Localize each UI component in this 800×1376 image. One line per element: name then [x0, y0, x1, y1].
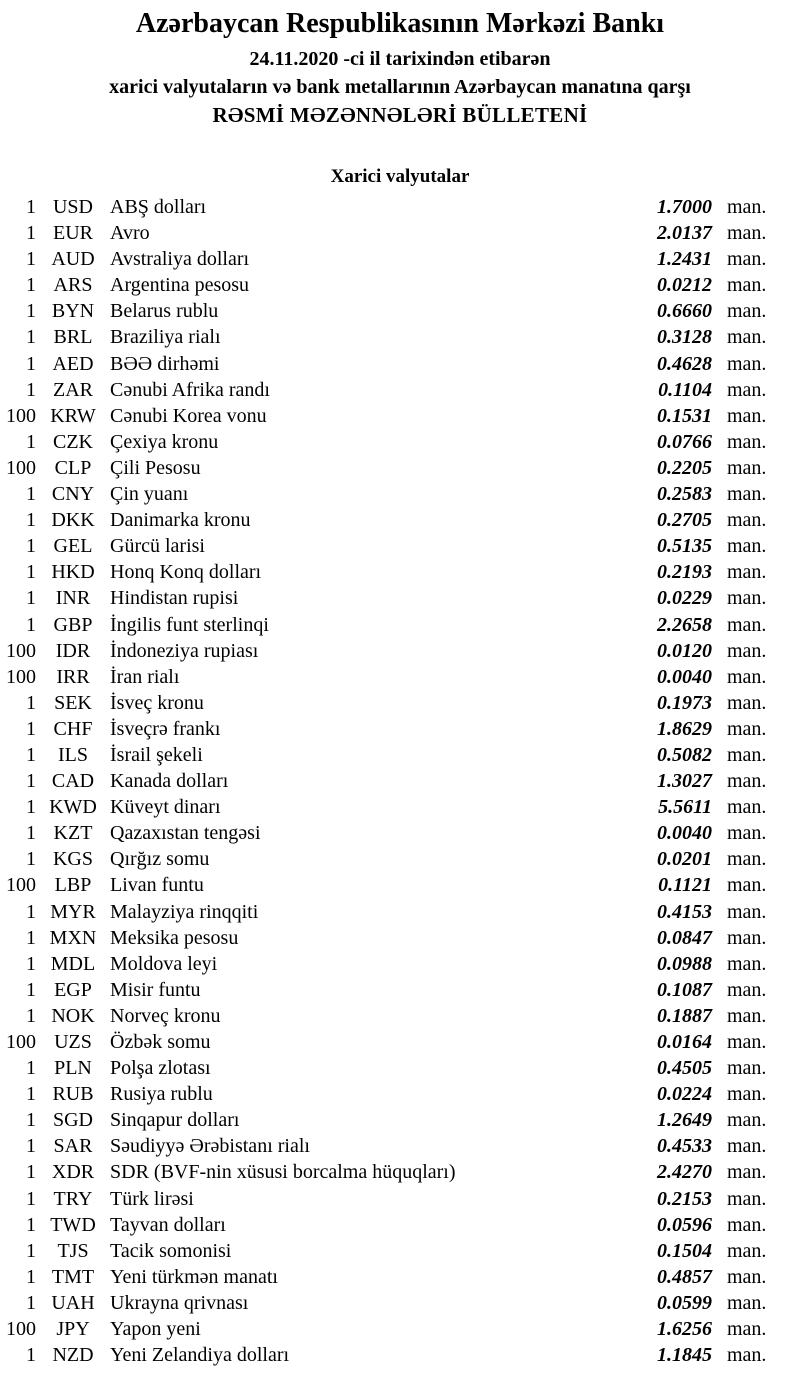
rate-value: 0.4505 — [657, 1057, 712, 1080]
currency-quantity: 1 — [26, 1187, 36, 1210]
rate-value: 0.0988 — [657, 952, 712, 975]
currency-name: Sinqapur dolları — [110, 1109, 240, 1132]
rate-value: 0.2705 — [657, 509, 712, 532]
rate-value: 0.0596 — [657, 1213, 712, 1236]
currency-quantity: 1 — [26, 561, 36, 584]
rate-value: 0.1504 — [657, 1239, 712, 1262]
currency-name: Braziliya rialı — [110, 326, 221, 349]
currency-name: Belarus rublu — [110, 300, 219, 323]
currency-quantity: 1 — [26, 587, 36, 610]
rate-row — [0, 351, 800, 377]
currency-quantity: 1 — [26, 978, 36, 1001]
rate-row — [0, 1159, 800, 1185]
rate-row — [0, 977, 800, 1003]
currency-name: Ukrayna qrivnası — [110, 1291, 249, 1314]
unit-label: man. — [727, 1318, 767, 1341]
currency-name: Özbək somu — [110, 1031, 211, 1053]
rate-value: 0.0847 — [657, 926, 712, 949]
currency-code: TRY — [53, 1187, 93, 1210]
currency-quantity: 1 — [26, 300, 36, 323]
unit-label: man. — [727, 978, 767, 1001]
currency-quantity: 100 — [6, 1318, 36, 1341]
currency-quantity: 1 — [26, 1083, 36, 1106]
unit-label: man. — [727, 483, 767, 506]
rate-row — [0, 507, 800, 533]
rate-row — [0, 1003, 800, 1029]
currency-name: BƏƏ dirhəmi — [110, 352, 220, 375]
rate-row — [0, 820, 800, 846]
unit-label: man. — [727, 770, 767, 793]
unit-label: man. — [727, 1057, 767, 1080]
currency-code: NOK — [51, 1004, 95, 1027]
currency-name: Malayziya rinqqiti — [110, 900, 259, 923]
currency-name: Hindistan rupisi — [110, 587, 239, 610]
currency-code: DKK — [51, 509, 95, 532]
rate-value: 1.3027 — [657, 770, 712, 793]
currency-code: MYR — [50, 900, 96, 923]
currency-code: UAH — [51, 1291, 95, 1314]
unit-label: man. — [727, 717, 767, 740]
currency-name: Gürcü larisi — [110, 535, 205, 558]
rate-value: 0.0224 — [657, 1083, 712, 1106]
currency-name: Argentina pesosu — [110, 274, 250, 297]
currency-quantity: 100 — [6, 404, 36, 427]
currency-code: LBP — [54, 874, 92, 897]
currency-code: KGS — [52, 848, 93, 871]
unit-label: man. — [727, 248, 767, 271]
rate-value: 0.4857 — [657, 1265, 712, 1288]
currency-name: Danimarka kronu — [110, 509, 251, 532]
currency-code: SEK — [54, 691, 92, 714]
unit-label: man. — [727, 222, 767, 245]
currency-name: Avro — [110, 222, 150, 245]
rate-value: 0.0599 — [657, 1291, 712, 1314]
unit-label: man. — [727, 1004, 767, 1027]
currency-code: MXN — [49, 926, 97, 949]
currency-name: Çexiya kronu — [110, 430, 219, 453]
rate-row — [0, 272, 800, 298]
currency-quantity: 100 — [6, 456, 36, 479]
currency-quantity: 1 — [26, 1239, 36, 1262]
rate-row — [0, 742, 800, 768]
currency-name: Türk lirəsi — [110, 1187, 194, 1210]
rate-row — [0, 1316, 800, 1342]
currency-name: Qırğız somu — [110, 848, 210, 871]
currency-code: IDR — [55, 639, 91, 662]
rate-row — [0, 925, 800, 951]
currency-quantity: 100 — [6, 665, 36, 688]
currency-name: Yapon yeni — [110, 1318, 201, 1341]
currency-name: İngilis funt sterlinqi — [110, 613, 269, 636]
currency-code: ARS — [53, 274, 93, 297]
currency-quantity: 1 — [26, 1057, 36, 1080]
unit-label: man. — [727, 848, 767, 871]
rate-row — [0, 1212, 800, 1238]
rate-row — [0, 194, 800, 220]
rate-value: 0.1121 — [658, 874, 712, 897]
unit-label: man. — [727, 430, 767, 453]
unit-label: man. — [727, 1213, 767, 1236]
rate-value: 0.0766 — [657, 430, 712, 453]
rate-row — [0, 846, 800, 872]
rate-value: 0.2205 — [657, 456, 712, 479]
currency-quantity: 1 — [26, 352, 36, 375]
rate-row — [0, 429, 800, 455]
currency-name: Qazaxıstan tengəsi — [110, 822, 261, 845]
rate-row — [0, 559, 800, 585]
bulletin-title: RƏSMİ MƏZƏNNƏLƏRİ BÜLLETENİ — [212, 103, 588, 127]
currency-quantity: 1 — [26, 926, 36, 949]
rate-value: 1.7000 — [657, 196, 712, 218]
rate-row — [0, 403, 800, 429]
currency-name: ABŞ dolları — [110, 196, 207, 218]
rate-row — [0, 246, 800, 272]
rate-value: 0.2193 — [657, 561, 712, 584]
rate-value: 0.1087 — [657, 978, 712, 1001]
currency-code: KWD — [49, 796, 97, 819]
unit-label: man. — [727, 1135, 767, 1158]
currency-name: Yeni Zelandiya dolları — [110, 1344, 290, 1367]
rate-value: 0.1887 — [657, 1004, 712, 1027]
unit-label: man. — [727, 743, 767, 766]
currency-quantity: 1 — [26, 1344, 36, 1367]
currency-quantity: 1 — [26, 1004, 36, 1027]
currency-code: AED — [52, 352, 94, 375]
currency-code: PLN — [54, 1057, 92, 1080]
unit-label: man. — [727, 691, 767, 714]
subtitle: xarici valyutaların və bank metallarının Azərbaycan manatına qarşı — [109, 76, 691, 98]
currency-name: Misir funtu — [110, 978, 201, 1001]
unit-label: man. — [727, 404, 767, 427]
currency-name: Səudiyyə Ərəbistanı rialı — [110, 1135, 310, 1158]
rate-row — [0, 1264, 800, 1290]
rate-row — [0, 899, 800, 925]
currency-quantity: 1 — [26, 509, 36, 532]
currency-name: Çili Pesosu — [110, 456, 201, 479]
currency-code: BYN — [51, 300, 95, 323]
rate-value: 0.0040 — [657, 665, 712, 688]
currency-quantity: 100 — [6, 1031, 36, 1053]
currency-code: RUB — [52, 1083, 94, 1106]
rate-value: 2.4270 — [657, 1161, 712, 1184]
currency-quantity: 1 — [26, 430, 36, 453]
currency-name: Moldova leyi — [110, 952, 218, 975]
currency-name: İran rialı — [110, 665, 180, 688]
currency-name: Cənubi Korea vonu — [110, 404, 267, 427]
currency-quantity: 1 — [26, 1265, 36, 1288]
rate-value: 0.4628 — [657, 352, 712, 375]
rate-value: 0.5082 — [657, 743, 712, 766]
rate-value: 1.1845 — [657, 1344, 712, 1367]
currency-code: TJS — [57, 1239, 89, 1262]
currency-quantity: 1 — [26, 691, 36, 714]
currency-code: CZK — [53, 430, 93, 453]
rate-row — [0, 716, 800, 742]
rate-value: 0.1973 — [657, 691, 712, 714]
currency-name: Polşa zlotası — [110, 1057, 211, 1080]
rate-row — [0, 1107, 800, 1133]
unit-label: man. — [727, 352, 767, 375]
rate-row — [0, 1029, 800, 1055]
currency-code: USD — [52, 196, 93, 218]
rate-value: 0.0120 — [657, 639, 712, 662]
currency-code: SAR — [53, 1135, 93, 1158]
currency-code: KRW — [50, 404, 96, 427]
currency-code: GEL — [53, 535, 93, 558]
currency-quantity: 1 — [26, 378, 36, 401]
unit-label: man. — [727, 1344, 767, 1367]
currency-quantity: 1 — [26, 222, 36, 245]
rate-row — [0, 768, 800, 794]
currency-name: Küveyt dinarı — [110, 796, 221, 819]
unit-label: man. — [727, 952, 767, 975]
rate-row — [0, 1055, 800, 1081]
unit-label: man. — [727, 1187, 767, 1210]
unit-label: man. — [727, 509, 767, 532]
currency-name: Tayvan dolları — [110, 1213, 226, 1236]
rate-value: 0.1104 — [658, 378, 712, 401]
currency-name: Kanada dolları — [110, 770, 229, 793]
currency-quantity: 1 — [26, 822, 36, 845]
rate-value: 0.0201 — [657, 848, 712, 871]
unit-label: man. — [727, 300, 767, 323]
section-title: Xarici valyutalar — [330, 166, 470, 187]
currency-name: İsveçrə frankı — [110, 717, 221, 740]
currency-name: İsveç kronu — [110, 691, 204, 714]
rate-row — [0, 951, 800, 977]
unit-label: man. — [727, 613, 767, 636]
unit-label: man. — [727, 1239, 767, 1262]
currency-name: Rusiya rublu — [110, 1083, 213, 1106]
currency-code: IRR — [56, 665, 90, 688]
unit-label: man. — [727, 274, 767, 297]
unit-label: man. — [727, 639, 767, 662]
currency-code: XDR — [51, 1161, 95, 1184]
unit-label: man. — [727, 796, 767, 819]
unit-label: man. — [727, 822, 767, 845]
currency-name: İndoneziya rupiası — [110, 639, 259, 662]
currency-quantity: 100 — [6, 874, 36, 897]
rate-row — [0, 298, 800, 324]
bank-title: Azərbaycan Respublikasının Mərkəzi Bankı — [135, 8, 665, 39]
rate-value: 0.2153 — [657, 1187, 712, 1210]
unit-label: man. — [727, 665, 767, 688]
rate-row — [0, 533, 800, 559]
rate-value: 1.2649 — [657, 1109, 712, 1132]
currency-code: MDL — [50, 952, 96, 975]
currency-name: Tacik somonisi — [110, 1239, 232, 1262]
rate-value: 0.0164 — [657, 1031, 712, 1053]
currency-name: Norveç kronu — [110, 1004, 221, 1027]
currency-name: Honq Konq dolları — [110, 561, 262, 584]
rate-row — [0, 324, 800, 350]
unit-label: man. — [727, 874, 767, 897]
currency-code: CHF — [53, 717, 93, 740]
currency-quantity: 1 — [26, 1135, 36, 1158]
rate-row — [0, 481, 800, 507]
unit-label: man. — [727, 1083, 767, 1106]
rate-row — [0, 1081, 800, 1107]
currency-name: SDR (BVF-nin xüsusi borcalma hüquqları) — [110, 1161, 456, 1184]
currency-quantity: 1 — [26, 743, 36, 766]
unit-label: man. — [727, 535, 767, 558]
rate-row — [0, 638, 800, 664]
rate-row — [0, 585, 800, 611]
rate-row — [0, 1133, 800, 1159]
currency-name: Meksika pesosu — [110, 926, 239, 949]
currency-code: UZS — [54, 1031, 92, 1053]
currency-code: BRL — [53, 326, 93, 349]
currency-code: INR — [55, 587, 91, 610]
rate-value: 5.5611 — [658, 796, 712, 819]
currency-quantity: 1 — [26, 1109, 36, 1132]
currency-quantity: 1 — [26, 796, 36, 819]
rate-value: 0.0040 — [657, 822, 712, 845]
currency-code: NZD — [52, 1344, 94, 1367]
rate-row — [0, 1342, 800, 1368]
currency-code: TWD — [50, 1213, 96, 1236]
currency-code: SGD — [52, 1109, 93, 1132]
currency-quantity: 1 — [26, 248, 36, 271]
rate-row — [0, 794, 800, 820]
rate-value: 0.0212 — [657, 274, 712, 297]
currency-code: HKD — [51, 561, 95, 584]
rate-value: 0.0229 — [657, 587, 712, 610]
currency-quantity: 1 — [26, 613, 36, 636]
currency-code: EUR — [53, 222, 93, 245]
currency-quantity: 1 — [26, 848, 36, 871]
currency-name: Yeni türkmən manatı — [110, 1265, 278, 1288]
rate-row — [0, 690, 800, 716]
currency-code: KZT — [53, 822, 93, 845]
rate-row — [0, 664, 800, 690]
currency-quantity: 1 — [26, 535, 36, 558]
currency-name: Çin yuanı — [110, 483, 189, 506]
unit-label: man. — [727, 456, 767, 479]
currency-quantity: 1 — [26, 196, 36, 218]
currency-code: CAD — [51, 770, 95, 793]
currency-code: TMT — [51, 1265, 95, 1288]
currency-quantity: 100 — [6, 639, 36, 662]
currency-quantity: 1 — [26, 483, 36, 506]
currency-quantity: 1 — [26, 770, 36, 793]
rate-value: 0.3128 — [657, 326, 712, 349]
currency-quantity: 1 — [26, 717, 36, 740]
rate-value: 0.6660 — [657, 300, 712, 323]
currency-quantity: 1 — [26, 274, 36, 297]
rate-row — [0, 377, 800, 403]
rate-value: 0.4533 — [657, 1135, 712, 1158]
unit-label: man. — [727, 1291, 767, 1314]
rate-value: 2.0137 — [657, 222, 712, 245]
rates-table — [0, 194, 800, 1368]
currency-code: GBP — [53, 613, 93, 636]
unit-label: man. — [727, 900, 767, 923]
rate-row — [0, 1238, 800, 1264]
currency-name: Cənubi Afrika randı — [110, 378, 270, 401]
rate-row — [0, 612, 800, 638]
currency-quantity: 1 — [26, 1213, 36, 1236]
currency-quantity: 1 — [26, 900, 36, 923]
rate-value: 0.5135 — [657, 535, 712, 558]
rate-value: 1.8629 — [657, 717, 712, 740]
currency-name: Livan funtu — [110, 874, 204, 897]
unit-label: man. — [727, 1109, 767, 1132]
rate-value: 2.2658 — [657, 613, 712, 636]
currency-code: ILS — [58, 743, 88, 766]
currency-code: EGP — [54, 978, 92, 1001]
unit-label: man. — [727, 1031, 767, 1053]
rate-value: 0.4153 — [657, 900, 712, 923]
unit-label: man. — [727, 1265, 767, 1288]
date-line: 24.11.2020 -ci il tarixindən etibarən — [249, 48, 551, 70]
unit-label: man. — [727, 561, 767, 584]
currency-quantity: 1 — [26, 1291, 36, 1314]
currency-quantity: 1 — [26, 952, 36, 975]
rate-row — [0, 1186, 800, 1212]
rate-row — [0, 455, 800, 481]
currency-code: JPY — [56, 1318, 90, 1341]
rate-row — [0, 220, 800, 246]
rate-value: 1.2431 — [657, 248, 712, 271]
currency-code: ZAR — [53, 378, 93, 401]
unit-label: man. — [727, 326, 767, 349]
currency-code: CNY — [51, 483, 95, 506]
currency-code: CLP — [54, 456, 92, 479]
rate-row — [0, 872, 800, 898]
unit-label: man. — [727, 196, 767, 218]
currency-name: İsrail şekeli — [110, 743, 203, 766]
currency-name: Avstraliya dolları — [110, 248, 250, 271]
currency-quantity: 1 — [26, 326, 36, 349]
rate-row — [0, 1290, 800, 1316]
currency-quantity: 1 — [26, 1161, 36, 1184]
unit-label: man. — [727, 378, 767, 401]
currency-code: AUD — [51, 248, 95, 271]
unit-label: man. — [727, 926, 767, 949]
rate-value: 0.2583 — [657, 483, 712, 506]
rate-value: 1.6256 — [657, 1318, 712, 1341]
rate-value: 0.1531 — [657, 404, 712, 427]
unit-label: man. — [727, 587, 767, 610]
unit-label: man. — [727, 1161, 767, 1184]
